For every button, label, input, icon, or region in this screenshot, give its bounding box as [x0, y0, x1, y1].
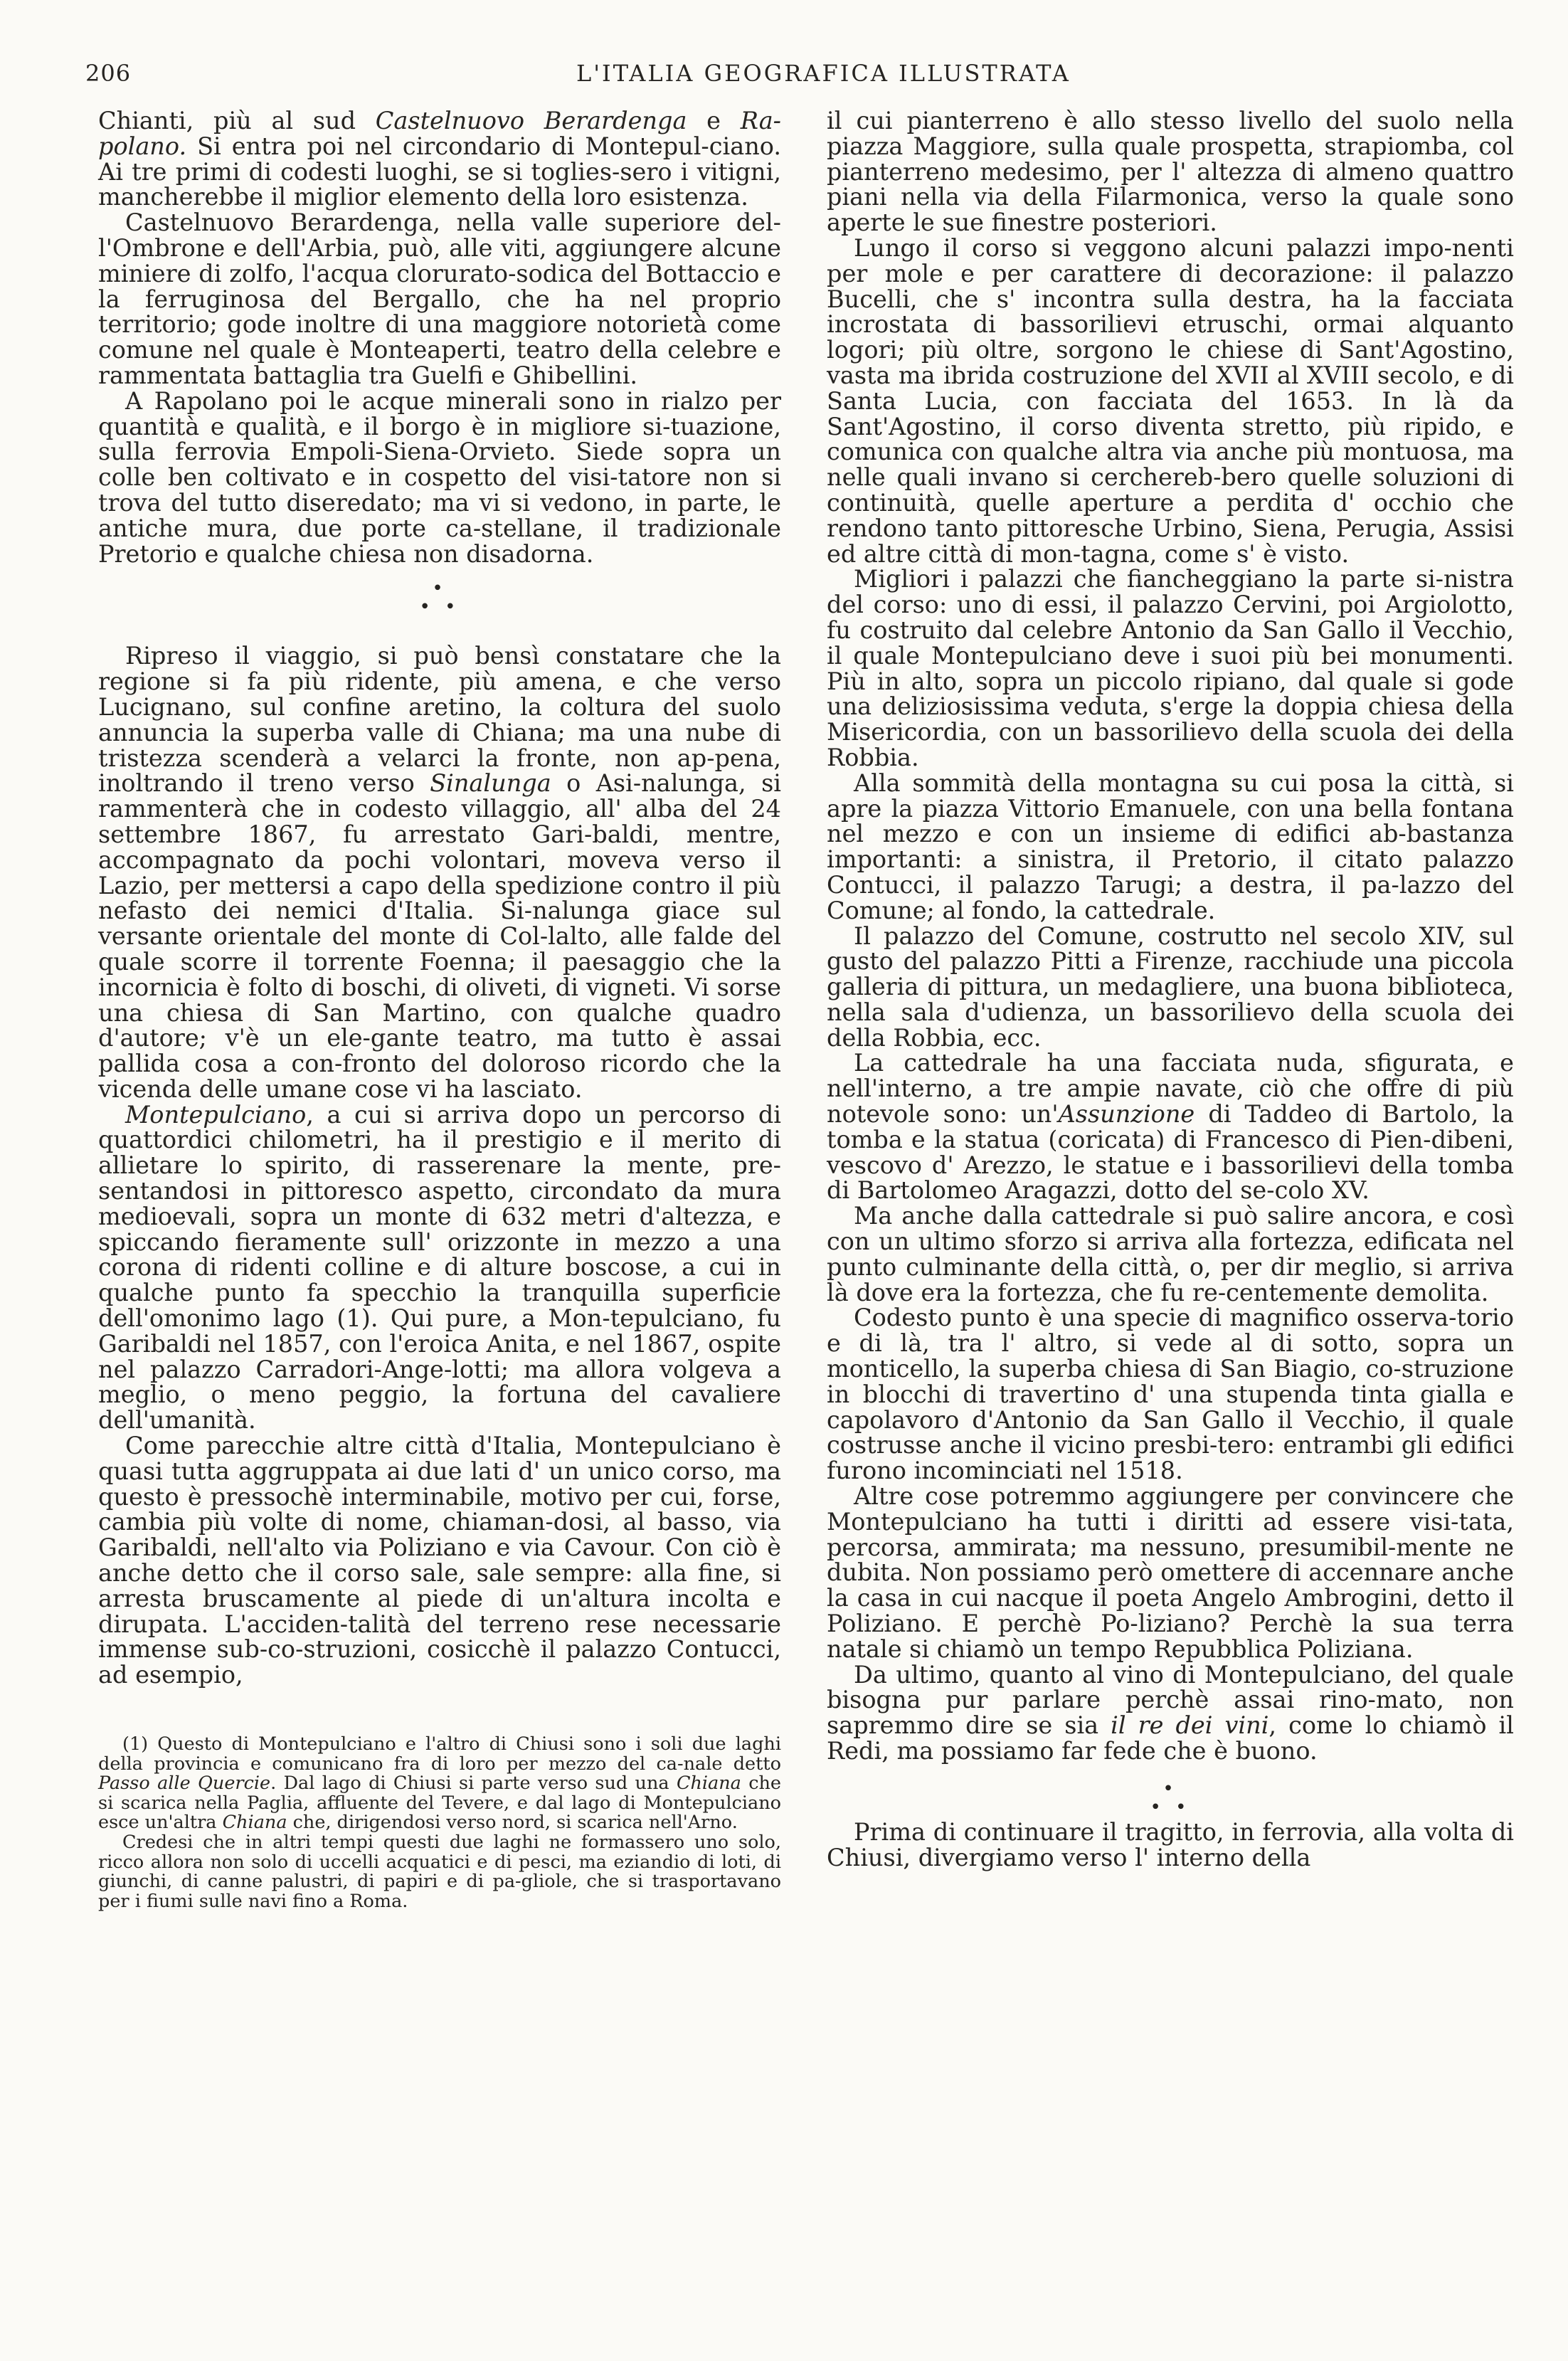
footnote: (1) Questo di Montepulciano e l'altro di Chiusi sono i soli due laghi della provincia e comunicano fra di loro per mezzo del ca-nale detto Passo alle Quercie. Dal lago di Chiusi si parte verso sud una Chiana che si scarica nella Paglia, affluente del Tevere, e dal lago di Montepulciano esce un'altra Chiana che, dirigendosi verso nord, si scarica nell'Arno.: [98, 1733, 782, 1834]
paragraph: La cattedrale ha una facciata nuda, sfigurata, e nell'interno, a tre ampie navate, ciò che offre di più notevole sono: un'Assunzione di Taddeo di Bartolo, la tomba e la statua (coricata) di Francesco di Pien-dibeni, vescovo d' Arezzo, le statue e i bassorilievi della tomba di Bartolomeo Aragazzi, dotto del se-colo XV.: [827, 1049, 1514, 1205]
paragraph: Ripreso il viaggio, si può bensì constatare che la regione si fa più ridente, più amena, e che verso Lucignano, sul confine aretino, la coltura del suolo annuncia la superba valle di Chiana; ma una nube di tristezza scenderà a velarci la fronte, non ap-pena, inoltrando il treno verso Sinalunga o Asi-nalunga, si rammenterà che in codesto villaggio, all' alba del 24 settembre 1867, fu arrestato Gari-baldi, mentre, accompagnato da pochi volontari, moveva verso il Lazio, per mettersi a capo della spedizione contro il più nefasto dei nemici d'Italia. Si-nalunga giace sul versante orientale del monte di Col-lalto, alle falde del quale scorre il torrente Foenna; il paesaggio che la incornicia è folto di boschi, di oliveti, di vigneti. Vi sorse una chiesa di San Martino, con qualche quadro d'autore; v'è un ele-gante teatro, ma tutto è assai pallida cosa a con-fronto del doloroso ricordo che la vicenda delle umane cose vi ha lasciato.: [98, 642, 781, 1103]
footnotes: [98, 1735, 781, 1911]
place-name: Montepulciano: [125, 1100, 307, 1129]
paragraph: Da ultimo, quanto al vino di Montepulciano, del quale bisogna pur parlare perchè assai rino-mato, non sapremmo dire se sia il re dei vini, come lo chiamò il Redi, ma possiamo far fede che è buono.: [827, 1660, 1514, 1765]
paragraph: il cui pianterreno è allo stesso livello del suolo nella piazza Maggiore, sulla quale prospetta, strapiomba, col pianterreno medesimo, per l' altezza di almeno quattro piani nella via della Filarmonica, verso la quale sono aperte le sue finestre posteriori.: [827, 107, 1514, 237]
paragraph: A Rapolano poi le acque minerali sono in rialzo per quantità e qualità, e il borgo è in migliore si-tuazione, sulla ferrovia Empoli-Siena-Orvieto. Siede sopra un colle ben coltivato e in cospetto del visi-tatore non si trova del tutto diseredato; ma vi si vedono, in parte, le antiche mura, due porte ca-stellane, il tradizionale Pretorio e qualche chiesa non disadorna.: [98, 386, 781, 568]
paragraph: Codesto punto è una specie di magnifico osserva-torio e di là, tra l' altro, si vede al di sotto, sopra un monticello, la superba chiesa di San Biagio, co-struzione in blocchi di travertino d' una stupenda tinta gialla e capolavoro d'Antonio da San Gallo il Vecchio, il quale costrusse anche il vicino presbi-tero: entrambi gli edifici furono incominciati nel 1518.: [827, 1304, 1514, 1485]
paragraph: Come parecchie altre città d'Italia, Montepulciano è quasi tutta aggruppata ai due lati d' un unico corso, ma questo è pressochè interminabile, motivo per cui, forse, cambia più volte di nome, chiaman-dosi, al basso, via Garibaldi, nell'alto via Poliziano e via Cavour. Con ciò è anche detto che il corso sale, sale sempre: alla fine, si arresta bruscamente al piede di un'altura incolta e dirupata. L'acciden-talità del terreno rese necessarie immense sub-co-struzioni, cosicchè il palazzo Contucci, ad esempio,: [98, 1432, 781, 1689]
section-ornament: • • •: [1150, 1778, 1191, 1818]
quotation: il re dei vini: [1111, 1711, 1269, 1740]
right-column: [827, 108, 1514, 1870]
place-name: Castelnuovo Berardenga: [375, 107, 687, 134]
running-title: L'ITALIA GEOGRAFICA ILLUSTRATA: [576, 60, 1071, 87]
artwork-title: Assunzione: [1058, 1100, 1195, 1129]
page-number: 206: [85, 60, 132, 87]
footnote: Credesi che in altri tempi questi due laghi ne formassero uno solo, ricco allora non solo di uccelli acquatici e di pesci, ma eziandio di loti, di giunchi, di canne palustri, di papiri e di pa-gliole, che si trasportavano per i fiumi sulle navi fino a Roma.: [98, 1831, 781, 1912]
place-name: Sinalunga: [430, 769, 551, 798]
paragraph: Chianti, più al sud Castelnuovo Berardenga e Ra-polano. Si entra poi nel circondario di Montepul-ciano. Ai tre primi di codesti luoghi, se si toglies-sero i vitigni, mancherebbe il miglior elemento della loro esistenza.: [98, 107, 781, 211]
paragraph: Alla sommità della montagna su cui posa la città, si apre la piazza Vittorio Emanuele, con una bella fontana nel mezzo e con un insieme di edifici ab-bastanza importanti: a sinistra, il Pretorio, il citato palazzo Contucci, il palazzo Tarugi; a destra, il pa-lazzo del Comune; al fondo, la cattedrale.: [827, 768, 1514, 924]
paragraph: Lungo il corso si veggono alcuni palazzi impo-nenti per mole e per carattere di decorazione: il palazzo Bucelli, che s' incontra sulla destra, ha la facciata incrostata di bassorilievi etruschi, ormai alquanto logori; più oltre, sorgono le chiese di Sant'Agostino, vasta ma ibrida costruzione del XVII al XVIII secolo, e di Santa Lucia, con facciata del 1653. In là da Sant'Agostino, il corso diventa stretto, più ripido, e comunica con qualche altra via anche più montuosa, ma nelle quali invano si cercherеb-bero quelle soluzioni di continuità, quelle aperture a perdita d' occhio che rendono tanto pittoresche Urbino, Siena, Perugia, Assisi ed altre città di mon-tagna, come s' è visto.: [827, 233, 1514, 568]
paragraph: Altre cose potremmo aggiungere per convincere che Montepulciano ha tutti i diritti ad essere visi-tata, percorsa, ammirata; ma nessuno, presumibil-mente ne dubita. Non possiamo però omettere di accennare anche la casa in cui nacque il poeta Angelo Ambrogini, detto il Poliziano. E perchè Po-liziano? Perchè la sua terra natale si chiamò un tempo Repubblica Poliziana.: [827, 1482, 1514, 1663]
paragraph: Prima di continuare il tragitto, in ferrovia, alla volta di Chiusi, divergiamo verso l' interno della: [827, 1817, 1514, 1871]
place-name: Ra-polano.: [98, 107, 781, 160]
paragraph: Montepulciano, a cui si arriva dopo un percorso di quattordici chilometri, ha il prestigio e il merito di allietare lo spirito, di rasserenare la mente, pre-sentandosi in pittoresco aspetto, circondato da mura medioevali, sopra un monte di 632 metri d'altezza, e spiccando fieramente sull' orizzonte in mezzo a una corona di ridenti colline e di alture boscose, a cui in qualche punto fa specchio la tranquilla superficie dell'omonimo lago (1). Qui pure, a Mon-tepulciano, fu Garibaldi nel 1857, con l'eroica Anita, e nel 1867, ospite nel palazzo Carradori-Ange-lotti; ma allora volgeva a meglio, o meno peggio, la fortuna del cavaliere dell'umanità.: [98, 1100, 781, 1435]
paragraph: Migliori i palazzi che fiancheggiano la parte si-nistra del corso: uno di essi, il palazzo Cervini, poi Argiolotto, fu costruito dal celebre Antonio da San Gallo il Vecchio, il quale Montepulciano deve i suoi più bei monumenti. Più in alto, sopra un piccolo ripiano, dal quale si gode una deliziosissima veduta, s'erge la doppia chiesa della Misericordia, con un bassorilievo della scuola dei della Robbia.: [827, 565, 1514, 771]
paragraph: Castelnuovo Berardenga, nella valle superiore del-l'Ombrone e dell'Arbia, può, alle viti, aggiungere alcune miniere di zolfo, l'acqua clorurato-sodica del Bottaccio e la ferruginosa del Bergallo, che ha nel proprio territorio; gode inoltre di una maggiore notorietà come comune nel quale è Monteaperti, teatro della celebre e rammentata battaglia tra Guelfi e Ghibellini.: [98, 208, 781, 389]
section-ornament: • • •: [419, 578, 460, 618]
page-header: [85, 60, 1480, 95]
left-column: [98, 108, 781, 1911]
paragraph: Il palazzo del Comune, costrutto nel secolo XIV, sul gusto del palazzo Pitti a Firenze, racchiude una piccola galleria di pittura, un medagliere, una buona biblioteca, nella sala d'udienza, un bassorilievo della scuola dei della Robbia, ecc.: [827, 921, 1514, 1052]
paragraph: Ma anche dalla cattedrale si può salire ancora, e così con un ultimo sforzo si arriva alla fortezza, edificata nel punto culminante della città, o, per dir meglio, si arriva là dove era la fortezza, che fu re-centemente demolita.: [827, 1202, 1514, 1306]
